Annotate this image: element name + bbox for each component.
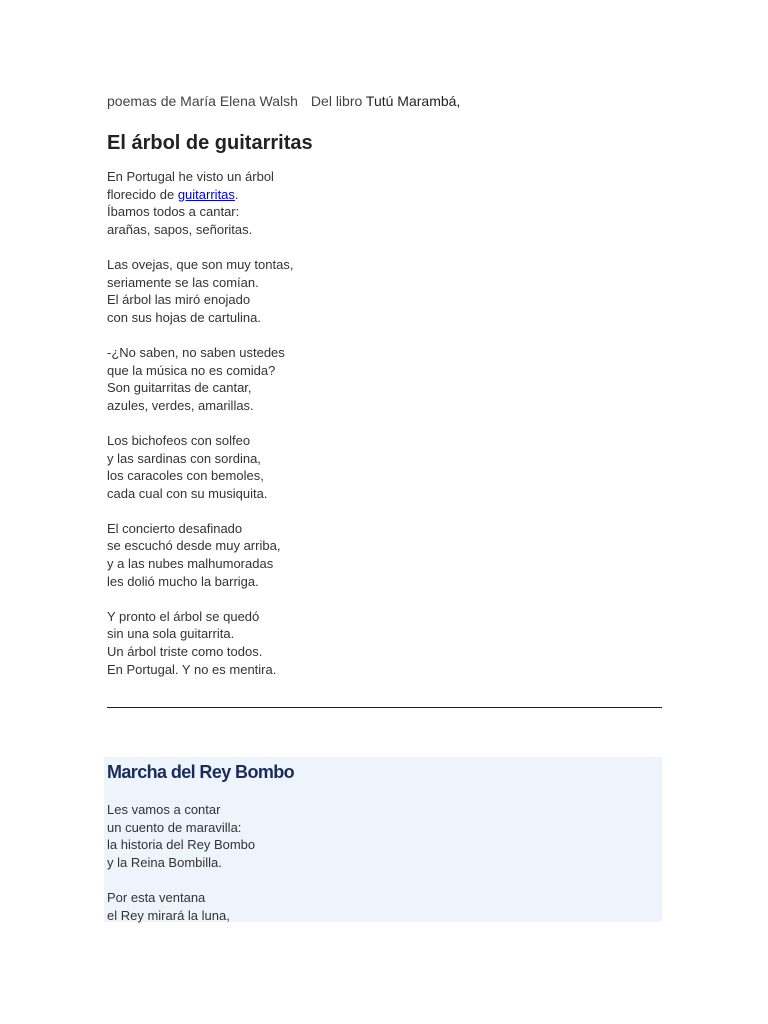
second-poem-title: Marcha del Rey Bombo	[107, 762, 295, 782]
poem-line: Íbamos todos a cantar:	[107, 204, 240, 220]
stanza-2	[107, 889, 255, 924]
poem-line: les dolió mucho la barriga.	[107, 573, 259, 589]
poem-line: y a las nubes malhumoradas	[107, 556, 274, 572]
poem-title: El árbol de guitarritas	[107, 132, 313, 154]
poem-line: Por esta ventana	[107, 889, 206, 905]
stanza-4	[107, 432, 293, 502]
poem-line: sin una sola guitarrita.	[107, 626, 235, 642]
stanza-2	[107, 256, 293, 326]
poem-line: el Rey mirará la luna,	[107, 907, 230, 923]
stanza-3	[107, 344, 293, 414]
poem-line: Un árbol triste como todos.	[107, 644, 263, 660]
stanza-1	[107, 801, 255, 871]
horizontal-divider	[107, 707, 662, 708]
guitarritas-link[interactable]: guitarritas	[177, 186, 235, 202]
poem-line-text: florecido de	[107, 186, 178, 202]
poem-line: se escuchó desde muy arriba,	[107, 538, 281, 554]
poem-line: que la música no es comida?	[107, 362, 276, 378]
poem-line: En Portugal. Y no es mentira.	[107, 661, 277, 677]
poem-line: El concierto desafinado	[107, 520, 243, 536]
poem-line: Y pronto el árbol se quedó	[107, 608, 260, 624]
poem-line: azules, verdes, amarillas.	[107, 397, 254, 413]
poem-body	[107, 168, 293, 678]
poem-line: los caracoles con bemoles,	[107, 468, 264, 484]
stanza-6	[107, 608, 293, 678]
poem-line: con sus hojas de cartulina.	[107, 309, 261, 325]
poem-line: un cuento de maravilla:	[107, 819, 242, 835]
poem-line: seriamente se las comían.	[107, 274, 259, 290]
poem-line: En Portugal he visto un árbol	[107, 169, 274, 184]
poem-line: Son guitarritas de cantar,	[107, 380, 252, 396]
poem-line: y la Reina Bombilla.	[107, 854, 222, 870]
poem-line: cada cual con su musiquita.	[107, 485, 268, 501]
poem-line: y las sardinas con sordina,	[107, 450, 261, 466]
poem-line-punctuation: .	[234, 186, 239, 202]
poem-line: El árbol las miró enojado	[107, 292, 251, 308]
poem-line: arañas, sapos, señoritas.	[107, 221, 253, 237]
poem-line: la historia del Rey Bombo	[107, 837, 256, 853]
stanza-5	[107, 520, 293, 590]
poem-line: -¿No saben, no saben ustedes	[107, 344, 285, 360]
byline-book-prefix: Del libro	[310, 93, 363, 109]
byline	[107, 92, 460, 110]
poem-line: Las ovejas, que son muy tontas,	[107, 256, 294, 272]
byline-book-title: Tutú Marambá,	[365, 93, 461, 109]
byline-authors: poemas de María Elena Walsh	[107, 93, 298, 109]
poem-line: Les vamos a contar	[107, 802, 221, 817]
poem-line: Los bichofeos con solfeo	[107, 432, 251, 448]
stanza-1	[107, 168, 293, 238]
second-poem-body	[107, 801, 255, 924]
poem-line	[107, 186, 293, 204]
